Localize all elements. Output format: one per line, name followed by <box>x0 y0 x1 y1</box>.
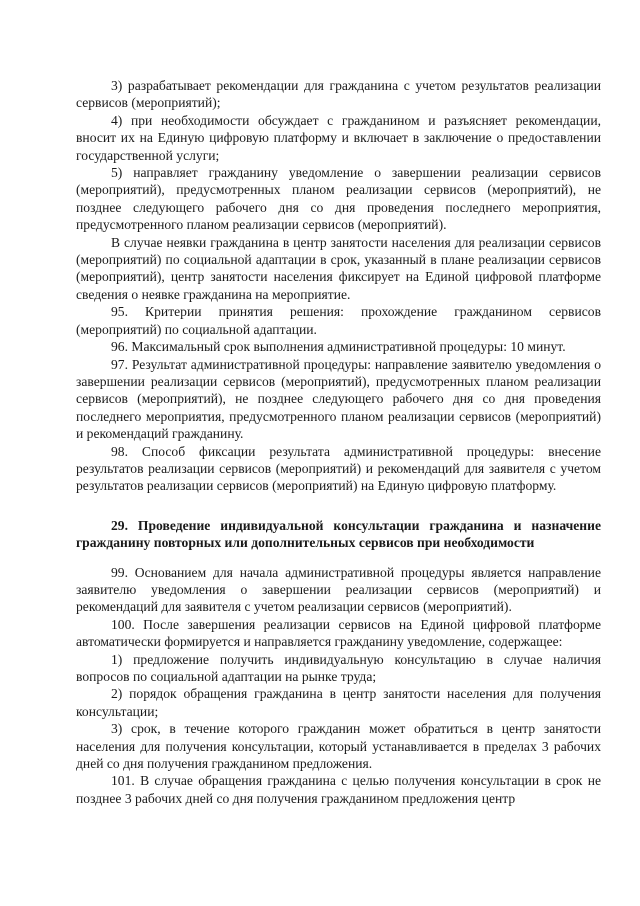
document-body <box>76 77 601 807</box>
paragraph-95: 95. Критерии принятия решения: прохождение гражданином сервисов (мероприятий) по социальной адаптации. <box>76 304 601 337</box>
section-heading: 29. Проведение индивидуальной консультации гражданина и назначение гражданину повторных или дополнительных сервисов при необходимости <box>76 517 601 551</box>
paragraph-100-item-2: 2) порядок обращения гражданина в центр занятости населения для получения консультации; <box>76 686 601 719</box>
paragraph-98: 98. Способ фиксации результата административной процедуры: внесение результатов реализации сервисов (мероприятий) и рекомендаций для заявителя с учетом результатов реализации сервисов (мероприятий) на Единую цифровую платформу. <box>76 443 601 494</box>
paragraph-100: 100. После завершения реализации сервисов на Единой цифровой платформе автоматически формируется и направляется гражданину уведомление, содержащее: <box>76 616 601 650</box>
paragraph-97: 97. Результат административной процедуры: направление заявителю уведомления о завершении реализации сервисов (мероприятий), предусмотренных планом реализации сервисов (мероприятий), не позднее следующего рабочего дня со дня проведения последнего мероприятия, предусмотренного планом реализации сервисов (мероприятий) и рекомендаций гражданину. <box>76 356 601 442</box>
paragraph-item-3: 3) разрабатывает рекомендации для гражданина с учетом результатов реализации сервисов (мероприятий); <box>76 78 601 111</box>
paragraph-item-5: 5) направляет гражданину уведомление о завершении реализации сервисов (мероприятий), предусмотренных планом реализации сервисов (мероприятий), не позднее следующего рабочего дня со дня проведения последнего мероприятия, предусмотренного планом реализации сервисов (мероприятий). <box>76 165 601 233</box>
paragraph-99: 99. Основанием для начала административной процедуры является направление заявителю уведомления о завершении реализации сервисов (мероприятий) и рекомендаций для заявителя с учетом реализации сервисов (мероприятий). <box>76 564 601 615</box>
paragraph-101: 101. В случае обращения гражданина с целью получения консультации в срок не позднее 3 рабочих дней со дня получения гражданином предложения центр <box>76 773 601 806</box>
paragraph-absence: В случае неявки гражданина в центр занятости населения для реализации сервисов (мероприятий) по социальной адаптации в срок, указанный в плане реализации сервисов (мероприятий), центр занятости населения фиксирует на Единой цифровой платформе сведения о неявке гражданина на мероприятие. <box>76 234 601 302</box>
paragraph-item-4: 4) при необходимости обсуждает с гражданином и разъясняет рекомендации, вносит их на Единую цифровую платформу и включает в заключение о предоставлении государственной услуги; <box>76 112 601 163</box>
paragraph-100-item-3: 3) срок, в течение которого гражданин может обратиться в центр занятости населения для получения консультации, который устанавливается в пределах 3 рабочих дней со дня получения гражданином предложения. <box>76 721 601 772</box>
paragraph-100-item-1: 1) предложение получить индивидуальную консультацию в случае наличия вопросов по социальной адаптации на рынке труда; <box>76 651 601 684</box>
paragraph-96: 96. Максимальный срок выполнения административной процедуры: 10 минут. <box>111 339 566 355</box>
